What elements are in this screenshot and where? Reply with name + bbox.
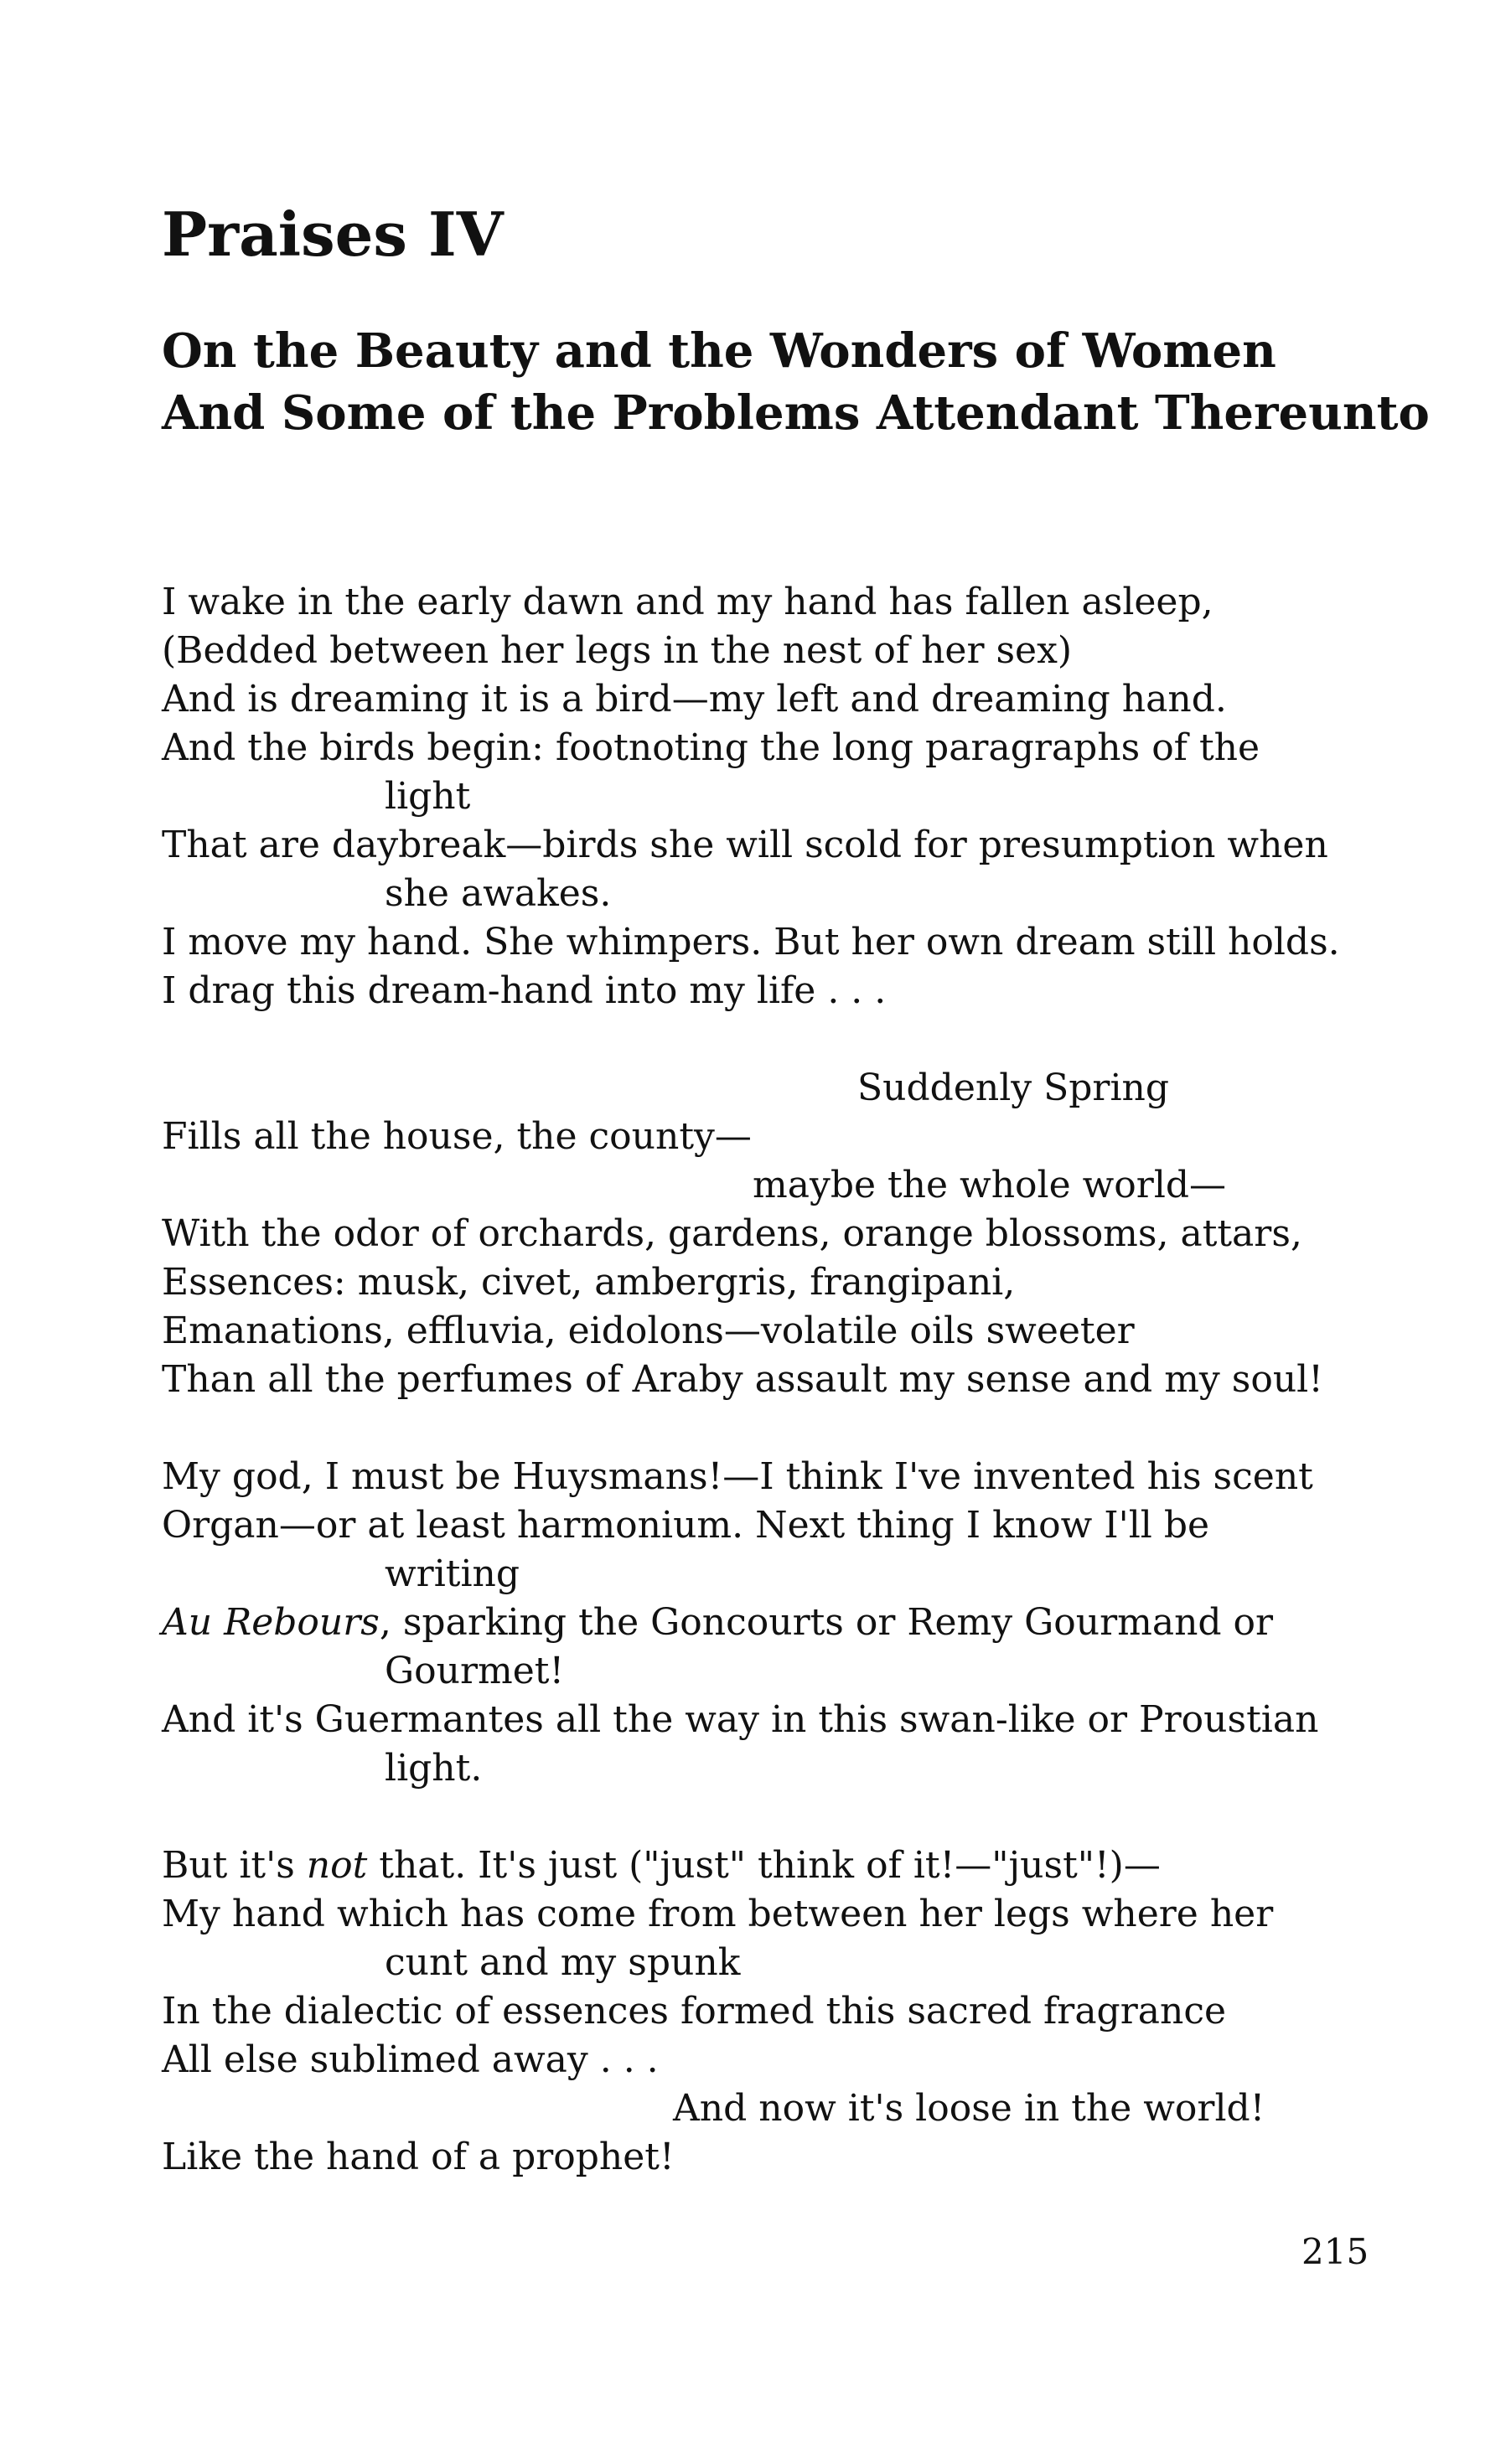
verse-line: I move my hand. She whimpers. But her own dream still holds. [162, 921, 1340, 963]
verse-line: Fills all the house, the county— [162, 1115, 752, 1158]
stanza-break [162, 1404, 1369, 1453]
verse-line-turnover: light. [385, 1747, 483, 1790]
stanza-break [162, 1015, 1369, 1064]
poem-subtitle [162, 320, 1430, 444]
verse-line-turnover: light [385, 775, 471, 818]
verse-line: Like the hand of a prophet! [162, 2136, 675, 2178]
verse-line: I drag this dream-hand into my life . . . [162, 969, 887, 1012]
verse-line: My god, I must be Huysmans!—I think I've invented his scent [162, 1455, 1313, 1498]
verse-line [162, 1599, 1369, 1647]
page-number: 215 [1301, 2231, 1369, 2272]
verse-line: And the birds begin: footnoting the long paragraphs of the [162, 726, 1260, 769]
verse-text: But it's [162, 1844, 307, 1887]
verse-line-dropped: And now it's loose in the world! [673, 2087, 1265, 2130]
verse-line: In the dialectic of essences formed this sacred fragrance [162, 1990, 1227, 2033]
stanza-break [162, 1793, 1369, 1842]
verse-line-turnover: Gourmet! [385, 1650, 565, 1692]
verse-line: (Bedded between her legs in the nest of her sex) [162, 629, 1073, 672]
verse-line: With the odor of orchards, gardens, orange blossoms, attars, [162, 1212, 1302, 1255]
verse-text: , sparking the Goncourts or Remy Gourmand or [379, 1601, 1274, 1644]
subtitle-line-1: On the Beauty and the Wonders of Women [162, 323, 1276, 379]
stanza-2 [162, 1064, 1369, 1404]
verse-line: And it's Guermantes all the way in this swan-like or Proustian [162, 1698, 1319, 1741]
poem-title: Praises IV [162, 199, 504, 270]
verse-line-dropped: Suddenly Spring [857, 1067, 1170, 1109]
verse-line: Emanations, effluvia, eidolons—volatile oils sweeter [162, 1309, 1135, 1352]
verse-line-dropped: maybe the whole world— [753, 1164, 1227, 1206]
verse-line-turnover: she awakes. [385, 872, 612, 915]
verse-line: My hand which has come from between her legs where her [162, 1893, 1274, 1935]
stanza-4 [162, 1842, 1369, 2182]
stanza-3 [162, 1453, 1369, 1793]
italic-emphasis: not [306, 1844, 368, 1887]
verse-line [162, 1842, 1369, 1890]
subtitle-line-2: And Some of the Problems Attendant Thereunto [162, 385, 1430, 441]
verse-line: Organ—or at least harmonium. Next thing I know I'll be [162, 1504, 1210, 1547]
verse-line-turnover: cunt and my spunk [385, 1941, 741, 1984]
verse-line: And is dreaming it is a bird—my left and dreaming hand. [162, 678, 1227, 721]
verse-line-turnover: writing [385, 1552, 520, 1595]
verse-text: that. It's just ("just" think of it!—"just"!)— [367, 1844, 1161, 1887]
poem-body [162, 578, 1369, 2182]
verse-line: I wake in the early dawn and my hand has fallen asleep, [162, 581, 1213, 623]
verse-line: Than all the perfumes of Araby assault my sense and my soul! [162, 1358, 1323, 1401]
verse-line: Essences: musk, civet, ambergris, frangipani, [162, 1261, 1016, 1304]
italic-title: Au Rebours [162, 1601, 380, 1644]
verse-line: That are daybreak—birds she will scold for presumption when [162, 824, 1328, 866]
stanza-1 [162, 578, 1369, 1015]
verse-line: All else sublimed away . . . [162, 2038, 659, 2081]
